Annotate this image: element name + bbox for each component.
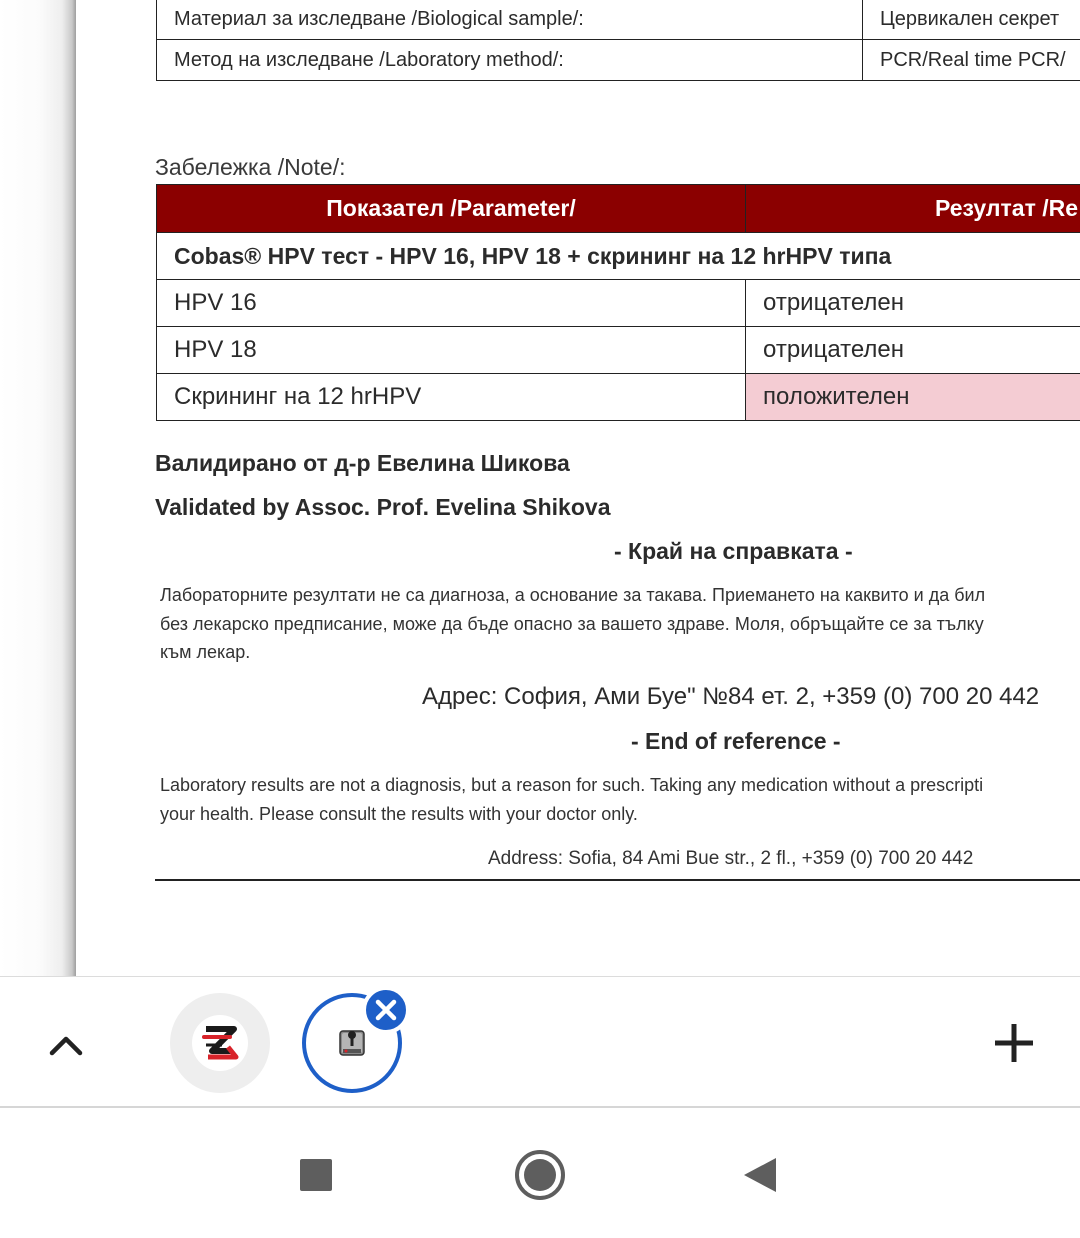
- divider: [155, 879, 1080, 881]
- parameter-cell: HPV 16: [157, 280, 746, 327]
- disclaimer-line: към лекар.: [160, 642, 251, 662]
- disclaimer-line: Лабораторните резултати не са диагноза, а основание за такава. Приемането на каквито и да бил: [160, 585, 986, 605]
- disclaimer-bg: [160, 581, 985, 667]
- new-tab-button[interactable]: [986, 1013, 1042, 1073]
- plus-icon: [986, 1013, 1042, 1073]
- back-triangle-icon: [742, 1156, 778, 1194]
- method-value: PCR/Real time PCR/: [863, 40, 1080, 81]
- note-label: Забележка /Note/:: [155, 154, 346, 180]
- home-button[interactable]: [515, 1150, 565, 1200]
- disclaimer-en: [160, 771, 983, 828]
- home-circle-icon: [524, 1159, 556, 1191]
- address-en: Address: Sofia, 84 Ami Bue str., 2 fl., +359 (0) 700 20 442: [488, 848, 974, 869]
- table-row: [157, 327, 1080, 374]
- table-row: [157, 0, 1080, 40]
- disclaimer-line: без лекарско предписание, може да бъде опасно за вашето здраве. Моля, обръщайте се за тълку: [160, 613, 984, 634]
- tab-zedge-app[interactable]: [170, 993, 270, 1093]
- close-icon: [366, 990, 406, 1030]
- disclaimer-line: your health. Please consult the results with your doctor only.: [160, 803, 638, 824]
- result-cell: отрицателен: [746, 280, 1080, 327]
- sample-label: Материал за изследване /Biological sample/:: [157, 0, 863, 40]
- app-tab-bar: [0, 976, 1080, 1108]
- table-row: [157, 40, 1080, 81]
- table-row: [157, 374, 1080, 421]
- parameter-cell: HPV 18: [157, 327, 746, 374]
- recents-button[interactable]: [300, 1159, 332, 1191]
- result-column-header: Резултат /Re: [746, 185, 1080, 233]
- page-edge-shadow: [0, 0, 76, 976]
- results-table: [156, 184, 1080, 421]
- back-button[interactable]: [742, 1156, 778, 1194]
- result-cell: отрицателен: [746, 327, 1080, 374]
- end-of-report-en: - End of reference -: [631, 728, 841, 754]
- address-bg: Адрес: София, Ами Буе" №84 ет. 2, +359 (0) 700 20 442: [422, 683, 1040, 710]
- method-label: Метод на изследване /Laboratory method/:: [157, 40, 863, 81]
- close-tab-button[interactable]: [362, 986, 410, 1034]
- parameter-cell: Скрининг на 12 hrHPV: [157, 374, 746, 421]
- parameter-column-header: Показател /Parameter/: [157, 185, 746, 233]
- result-cell-positive: положителен: [746, 374, 1080, 421]
- sample-value: Цервикален секрет: [863, 0, 1080, 40]
- zedge-app-icon: [192, 1015, 248, 1071]
- test-group-title: Cobas® HPV тест - HPV 16, HPV 18 + скрининг на 12 hrHPV типа: [157, 233, 1080, 280]
- disclaimer-line: Laboratory results are not a diagnosis, but a reason for such. Taking any medication without a prescripti: [160, 775, 984, 795]
- report-page: [76, 0, 1080, 976]
- results-header-row: [157, 185, 1080, 233]
- collapse-button[interactable]: [36, 1015, 96, 1075]
- sample-info-table: [156, 0, 1080, 81]
- chevron-up-icon: [36, 1015, 96, 1075]
- validated-by-en: Validated by Assoc. Prof. Evelina Shikova: [155, 494, 611, 520]
- table-row: [157, 280, 1080, 327]
- end-of-report-bg: - Край на справката -: [614, 538, 853, 564]
- group-row: [157, 233, 1080, 280]
- system-navigation-bar: [0, 1110, 1080, 1238]
- validated-by-bg: Валидирано от д-р Евелина Шикова: [155, 450, 570, 476]
